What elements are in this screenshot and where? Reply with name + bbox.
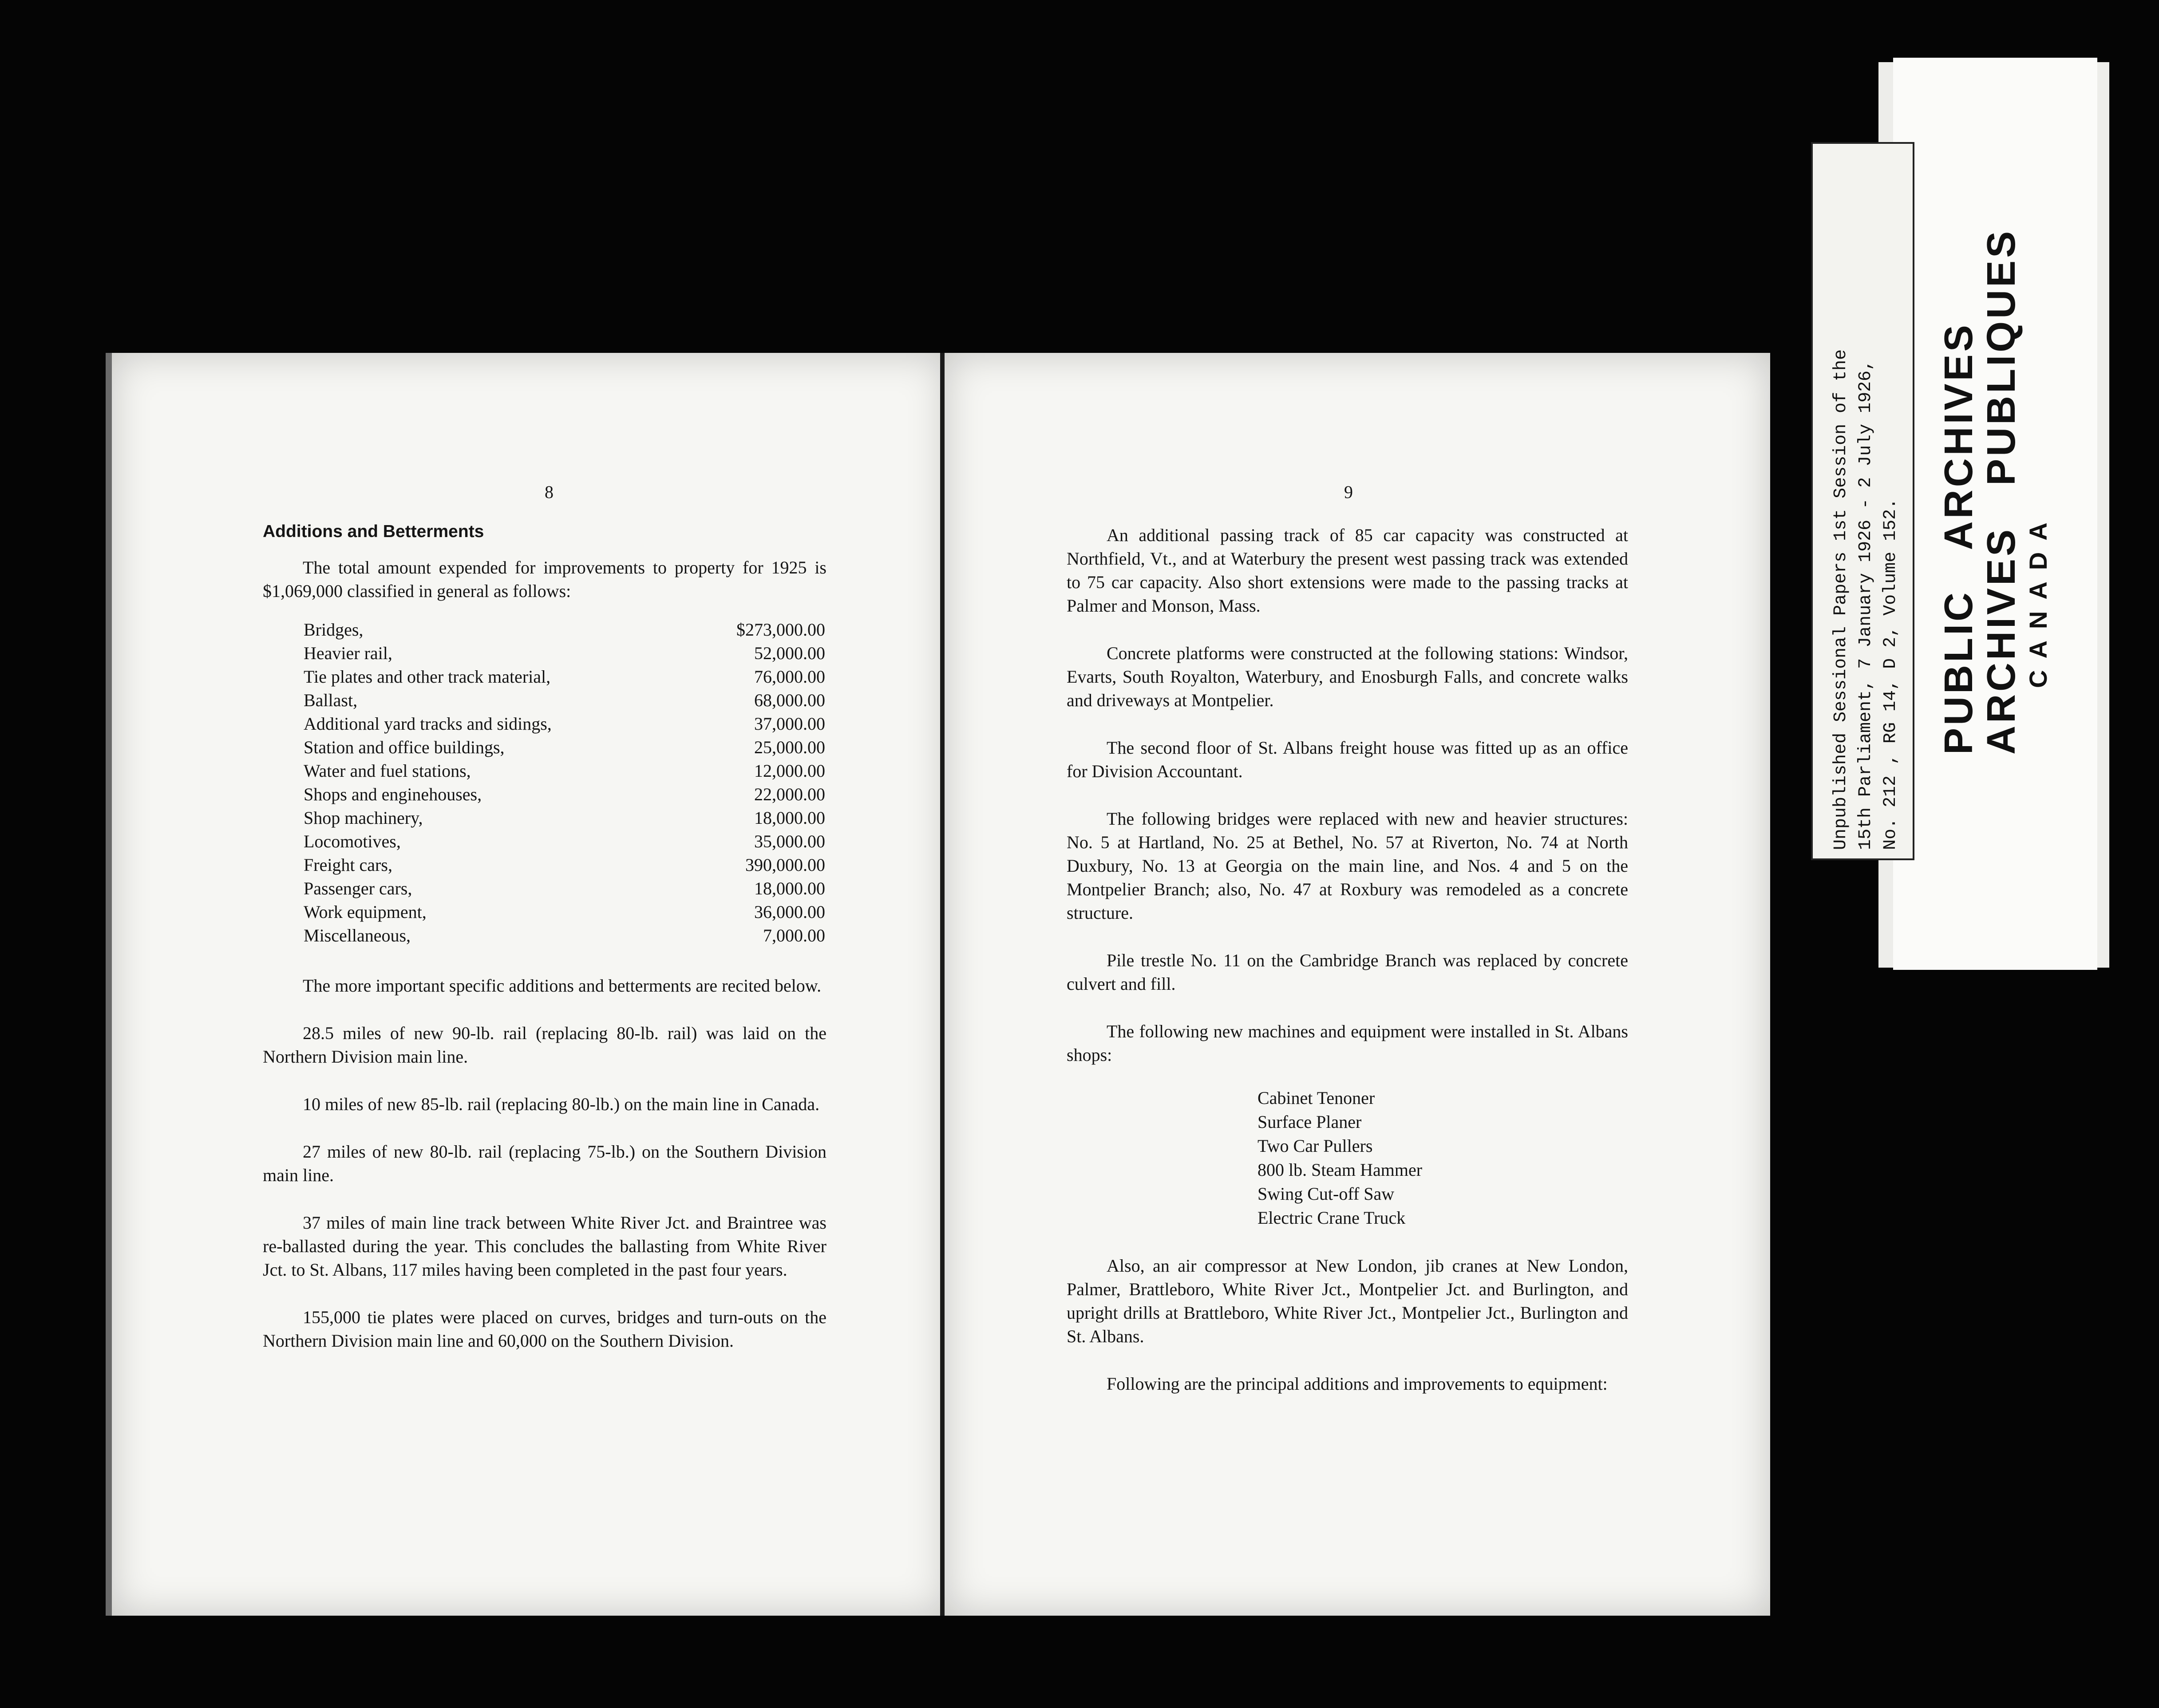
expense-amount: 36,000.00 xyxy=(754,902,825,922)
table-row xyxy=(304,830,825,853)
paragraph: The more important specific additions and betterments are recited below. xyxy=(303,976,822,996)
list-item: Surface Planer xyxy=(1257,1112,1362,1132)
intro-paragraph: The total amount expended for improvements to property for 1925 is $1,069,000 classified in general as follows: xyxy=(263,557,826,601)
table-row xyxy=(304,853,825,877)
page-number: 8 xyxy=(545,482,554,502)
expense-amount: 18,000.00 xyxy=(754,808,825,828)
right-page-content xyxy=(1067,523,1628,1419)
list-item: Swing Cut-off Saw xyxy=(1257,1184,1395,1204)
expense-amount: 35,000.00 xyxy=(754,831,825,851)
expense-amount: $273,000.00 xyxy=(736,620,825,640)
expense-amount: 25,000.00 xyxy=(754,737,825,757)
paragraph: The second floor of St. Albans freight house was fitted up as an office for Division Accountant. xyxy=(1067,738,1628,781)
left-page xyxy=(106,353,946,1616)
machine-list xyxy=(1257,1086,1628,1230)
expense-item: Station and office buildings, xyxy=(304,737,505,757)
page-number: 9 xyxy=(1344,482,1353,502)
left-page-content xyxy=(263,520,826,1376)
expense-item: Tie plates and other track material, xyxy=(304,667,551,687)
list-item: Cabinet Tenoner xyxy=(1257,1088,1375,1108)
table-row xyxy=(304,924,825,947)
expense-amount: 7,000.00 xyxy=(763,925,825,945)
table-row xyxy=(304,665,825,688)
table-row xyxy=(304,618,825,641)
paragraph: 28.5 miles of new 90-lb. rail (replacing 80-lb. rail) was laid on the Northern Division main line. xyxy=(263,1023,826,1067)
stamp-line: PUBLIC ARCHIVES xyxy=(1937,322,1981,755)
expense-amount: 37,000.00 xyxy=(754,714,825,734)
table-row xyxy=(304,641,825,665)
paragraph: Following are the principal additions and improvements to equipment: xyxy=(1107,1374,1608,1394)
table-row xyxy=(304,688,825,712)
expense-item: Miscellaneous, xyxy=(304,925,411,945)
expense-amount: 76,000.00 xyxy=(754,667,825,687)
paragraph: An additional passing track of 85 car capacity was constructed at Northfield, Vt., and at Waterbury the present west passing track was extended to 75 car capacity. Also short extensions were made to the passing tracks at Palmer and Monson, Mass. xyxy=(1067,525,1628,616)
expense-amount: 18,000.00 xyxy=(754,878,825,898)
archive-reference xyxy=(1829,349,1903,850)
paragraph: 27 miles of new 80-lb. rail (replacing 75-lb.) on the Southern Division main line. xyxy=(263,1142,826,1185)
expense-item: Shops and enginehouses, xyxy=(304,784,482,804)
expense-item: Bridges, xyxy=(304,620,364,640)
right-page xyxy=(945,353,1770,1616)
expense-amount: 68,000.00 xyxy=(754,690,825,710)
archive-reference-line: No. 212 , RG 14, D 2, Volume 152. xyxy=(1881,498,1901,850)
list-item: 800 lb. Steam Hammer xyxy=(1257,1160,1423,1180)
section-heading: Additions and Betterments xyxy=(263,522,484,541)
paragraph: Concrete platforms were constructed at the following stations: Windsor, Evarts, South Royalton, Waterbury, and Enosburgh Falls, and concrete walks and driveways at Montpelier. xyxy=(1067,643,1628,710)
expense-table xyxy=(304,618,825,947)
archive-reference-line: Unpublished Sessional Papers 1st Session of the xyxy=(1831,349,1851,850)
expense-item: Shop machinery, xyxy=(304,808,423,828)
paragraph: Also, an air compressor at New London, jib cranes at New London, Palmer, Brattleboro, White River Jct., Montpelier Jct. and Burlington, and upright drills at Brattleboro, White River Jct., Montpelier Jct., Burlington and St. Albans. xyxy=(1067,1256,1628,1346)
expense-item: Work equipment, xyxy=(304,902,427,922)
table-row xyxy=(304,735,825,759)
expense-amount: 12,000.00 xyxy=(754,761,825,781)
expense-amount: 52,000.00 xyxy=(754,643,825,663)
expense-amount: 390,000.00 xyxy=(745,855,825,875)
table-row xyxy=(304,900,825,924)
archive-stamp xyxy=(1938,229,2054,755)
paragraph: 155,000 tie plates were placed on curves, bridges and turn-outs on the Northern Division main line and 60,000 on the Southern Division. xyxy=(263,1307,826,1351)
paragraph: 10 miles of new 85-lb. rail (replacing 80-lb.) on the main line in Canada. xyxy=(303,1094,820,1114)
expense-item: Freight cars, xyxy=(304,855,392,875)
paragraph: The following bridges were replaced with new and heavier structures: No. 5 at Hartland, No. 25 at Bethel, No. 57 at Riverton, No. 74 at North Duxbury, No. 13 at Georgia on the main line, and Nos. 4 and 5 on the Montpelier Branch; also, No. 47 at Roxbury was remodeled as a concrete structure. xyxy=(1067,809,1628,923)
paragraph: Pile trestle No. 11 on the Cambridge Branch was replaced by concrete culvert and fill. xyxy=(1067,950,1628,994)
table-row xyxy=(304,759,825,783)
paragraph: The following new machines and equipment were installed in St. Albans shops: xyxy=(1067,1021,1628,1065)
expense-item: Ballast, xyxy=(304,690,358,710)
expense-item: Locomotives, xyxy=(304,831,401,851)
table-row xyxy=(304,712,825,735)
table-row xyxy=(304,806,825,830)
stamp-line: ARCHIVES PUBLIQUES xyxy=(1979,228,2024,755)
expense-amount: 22,000.00 xyxy=(754,784,825,804)
table-row xyxy=(304,877,825,900)
archive-reference-line: 15th Parliament, 7 January 1926 - 2 July 1926, xyxy=(1856,360,1876,850)
table-row xyxy=(304,783,825,806)
book-spine xyxy=(940,353,945,1616)
stamp-line: CANADA xyxy=(2024,511,2052,688)
paragraph: 37 miles of main line track between White River Jct. and Braintree was re-ballasted during the year. This concludes the ballasting from White River Jct. to St. Albans, 117 miles having been completed in the past four years. xyxy=(263,1213,826,1280)
list-item: Two Car Pullers xyxy=(1257,1136,1373,1156)
list-item: Electric Crane Truck xyxy=(1257,1208,1406,1228)
expense-item: Additional yard tracks and sidings, xyxy=(304,714,552,734)
expense-item: Passenger cars, xyxy=(304,878,412,898)
expense-item: Water and fuel stations, xyxy=(304,761,471,781)
expense-item: Heavier rail, xyxy=(304,643,392,663)
